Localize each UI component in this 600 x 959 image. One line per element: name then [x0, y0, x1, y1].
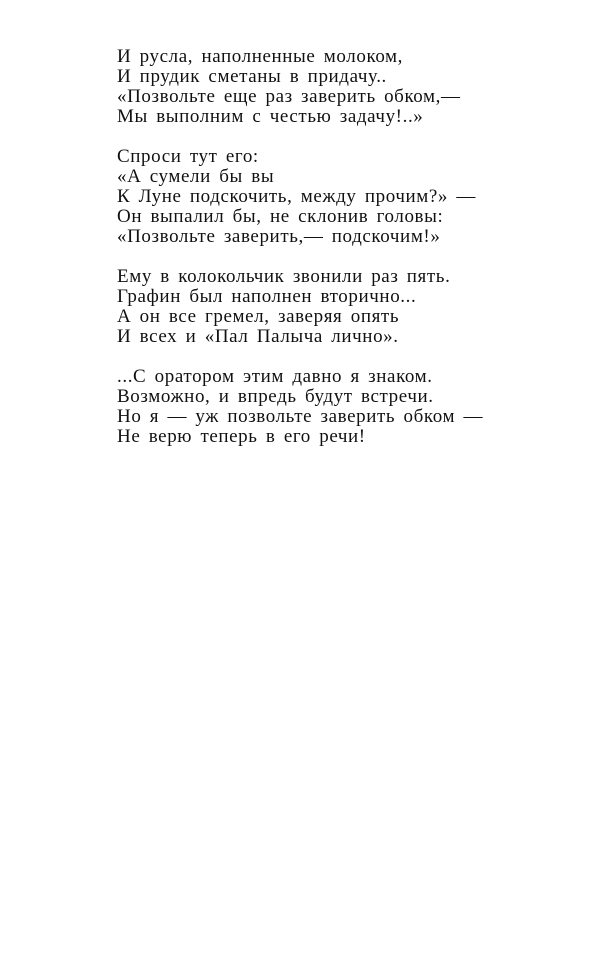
poem-line: «Позвольте еще раз заверить обком,—	[117, 86, 461, 107]
poem-line: Мы выполним с честью задачу!..»	[117, 106, 424, 127]
poem-line: И русла, наполненные молоком,	[117, 46, 404, 67]
poem-line: И прудик сметаны в придачу..	[117, 66, 387, 87]
poem-text	[117, 47, 483, 467]
poem-line: «Позвольте заверить,— подскочим!»	[117, 226, 441, 247]
poem-line: «А сумели бы вы	[117, 166, 275, 187]
poem-line: Он выпалил бы, не склонив головы:	[117, 206, 444, 227]
poem-line: И всех и «Пал Палыча лично».	[117, 326, 399, 347]
poem-line: Спроси тут его:	[117, 146, 259, 167]
poem-line: А он все гремел, заверяя опять	[117, 306, 400, 327]
stanza-1	[117, 47, 483, 127]
poem-line: Но я — уж позвольте заверить обком —	[117, 406, 484, 427]
poem-line: К Луне подскочить, между прочим?» —	[117, 186, 476, 207]
poem-line: Возможно, и впредь будут встречи.	[117, 386, 434, 407]
stanza-3	[117, 267, 483, 347]
poem-line: Не верю теперь в его речи!	[117, 426, 366, 447]
poem-line: Ему в колокольчик звонили раз пять.	[117, 266, 451, 287]
stanza-4	[117, 367, 483, 447]
poem-line: Графин был наполнен вторично...	[117, 286, 417, 307]
stanza-2	[117, 147, 483, 247]
poem-line: ...С оратором этим давно я знаком.	[117, 366, 433, 387]
